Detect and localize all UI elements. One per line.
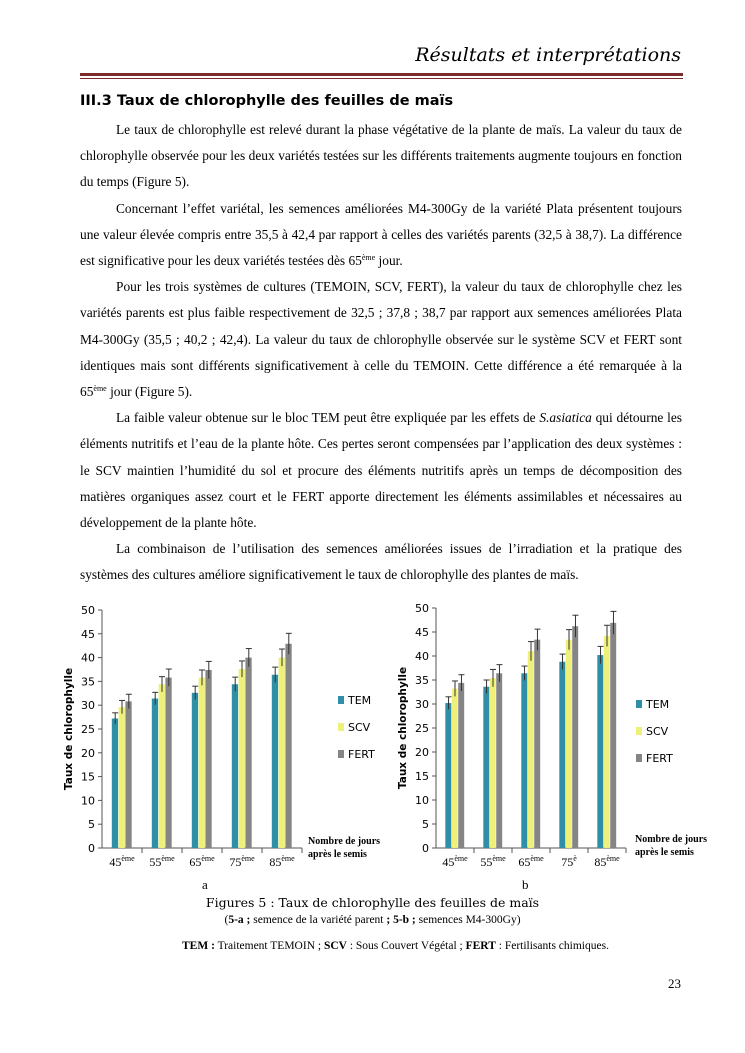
x-tick-label: $75^è$ (561, 854, 577, 869)
legend-swatch-scv (338, 723, 344, 731)
figure-abbreviations: TEM : Traitement TEMOIN ; SCV : Sous Couvert Végétal ; FERT : Fertilisants chimiques. (182, 940, 609, 952)
x-tick-label: 75ème (229, 854, 255, 869)
y-tick-label: 25 (415, 722, 429, 735)
chart-5a-xaxis-title: Nombre de jours après le semis (308, 836, 381, 860)
y-tick-label: 45 (81, 627, 95, 641)
y-axis-label: Taux de chlorophylle (63, 667, 75, 791)
bar-scv (604, 636, 610, 848)
bar-tem (192, 693, 198, 848)
x-tick-label: 55ème (149, 854, 175, 869)
legend-swatch-fert (636, 754, 642, 762)
y-tick-label: 10 (415, 794, 429, 807)
bar-fert (205, 670, 211, 848)
x-tick-label: 45ème (442, 854, 468, 869)
chart-5a-svg (62, 600, 392, 875)
section-title: III.3 Taux de chlorophylle des feuilles de maïs (80, 93, 454, 109)
bar-tem (112, 719, 118, 848)
legend-label-scv: SCV (348, 721, 371, 734)
y-tick-label: 5 (422, 818, 429, 831)
paragraph-1: Le taux de chlorophylle est relevé durant la phase végétative de la plante de maïs. La valeur du taux de chlorophylle observée pour les deux variétés testées sur les différents traitements augmente toujours en fonction du temps (Figure 5). (80, 122, 682, 190)
figure-caption: Figures 5 : Taux de chlorophylle des feuilles de maïs (205, 895, 540, 910)
paragraph-2: Concernant l’effet variétal, les semences améliorées M4-300Gy de la variété Plata présentent toujours une valeur élevée compris entre 35,5 à 42,4 par rapport à celles des variétés parents (32,5 à 38,7). La différence est significative pour les deux variétés testées dès 65ème jour. (80, 200, 682, 269)
bar-tem (152, 699, 158, 848)
bar-tem (445, 703, 451, 848)
paragraph-4: La faible valeur obtenue sur le bloc TEM peut être expliquée par les effets de S.asiatica qui détourne les éléments nutritifs et l’eau de la plante hôte. Ces pertes seront compensées par l’application des deux systèmes : le SCV maintien l’humidité du sol et procure des éléments nutritifs après un temps de décomposition des matières organiques assez court et le FERT apporte directement les éléments assimilables et nécessaires au développement de la plante hôte. (80, 410, 682, 531)
y-tick-label: 35 (81, 675, 95, 689)
bar-tem (272, 675, 278, 848)
header-rule-thick (80, 73, 683, 76)
bar-fert (285, 644, 291, 848)
bar-tem (521, 673, 527, 848)
body-text (80, 117, 682, 589)
x-tick-label: 45ème (109, 854, 135, 869)
page-number: 23 (668, 976, 681, 991)
figure-subcaption: (5-a ; semence de la variété parent ; 5-b ; semences M4-300Gy) (224, 914, 521, 926)
legend-label-fert: FERT (646, 752, 673, 765)
y-tick-label: 10 (81, 794, 95, 808)
bar-tem (483, 687, 489, 848)
bar-tem (559, 662, 565, 848)
x-tick-label: 65ème (518, 854, 544, 869)
y-tick-label: 40 (415, 650, 429, 663)
y-tick-label: 20 (81, 746, 95, 760)
bar-fert (496, 673, 502, 848)
y-tick-label: 25 (81, 723, 95, 736)
bar-scv (279, 658, 285, 848)
x-tick-label: 65ème (189, 854, 215, 869)
bar-scv (490, 678, 496, 848)
bar-scv (528, 651, 534, 848)
legend-swatch-tem (636, 700, 642, 708)
y-tick-label: 15 (81, 770, 95, 784)
y-tick-label: 50 (81, 604, 95, 617)
legend-swatch-fert (338, 750, 344, 758)
legend-label-scv: SCV (646, 725, 669, 738)
bar-fert (245, 658, 251, 848)
y-tick-label: 30 (415, 698, 429, 711)
paragraph-5: La combinaison de l’utilisation des semences améliorées issues de l’irradiation et la pratique des systèmes des cultures améliore significativement le taux de chlorophylle des plantes de maïs. (80, 541, 682, 583)
x-tick-label: 85ème (594, 854, 620, 869)
legend-label-tem: TEM (646, 698, 670, 711)
figure-label-a: a (202, 877, 208, 892)
bar-fert (610, 623, 616, 848)
y-tick-label: 35 (415, 674, 429, 687)
figure-label-b: b (522, 877, 529, 892)
header-rule-thin (80, 78, 683, 79)
y-tick-label: 40 (81, 651, 95, 665)
bar-fert (165, 678, 171, 848)
bar-tem (597, 655, 603, 848)
bar-fert (125, 701, 131, 848)
y-tick-label: 0 (88, 842, 95, 855)
legend-label-tem: TEM (348, 694, 372, 707)
paragraph-3: Pour les trois systèmes de cultures (TEMOIN, SCV, FERT), la valeur du taux de chlorophylle chez les variétés parents est plus faible respectivement de 32,5 ; 37,8 ; 38,7 par rapport aux semences améliorées Plata M4-300Gy (35,5 ; 40,2 ; 42,4). La valeur du taux de chlorophylle observée sur le système SCV et FERT sont identiques mais sont différents significativement à celle du TEMOIN. Cette différence a été remarquée à la 65ème jour (Figure 5). (80, 279, 682, 400)
y-tick-label: 5 (88, 818, 95, 832)
y-tick-label: 15 (415, 770, 429, 783)
bar-scv (452, 689, 458, 848)
chart-5b-xaxis-title: Nombre de jours après le semis (635, 834, 708, 858)
bar-scv (566, 640, 572, 848)
y-tick-label: 50 (415, 602, 429, 615)
y-tick-label: 30 (81, 699, 95, 713)
y-tick-label: 0 (422, 842, 429, 855)
bar-fert (572, 626, 578, 848)
x-tick-label: 55ème (480, 854, 506, 869)
legend-swatch-tem (338, 696, 344, 704)
bar-scv (119, 707, 125, 848)
y-tick-label: 45 (415, 626, 429, 639)
running-header-title: Résultats et interprétations (415, 44, 681, 66)
legend-label-fert: FERT (348, 748, 375, 761)
bar-fert (458, 683, 464, 848)
y-tick-label: 20 (415, 746, 429, 759)
y-axis-label: Taux de chlorophylle (397, 666, 409, 790)
bar-scv (239, 669, 245, 848)
bar-scv (159, 684, 165, 848)
legend-swatch-scv (636, 727, 642, 735)
x-tick-label: 85ème (269, 854, 295, 869)
bar-fert (534, 640, 540, 848)
bar-scv (199, 678, 205, 848)
bar-tem (232, 684, 238, 848)
